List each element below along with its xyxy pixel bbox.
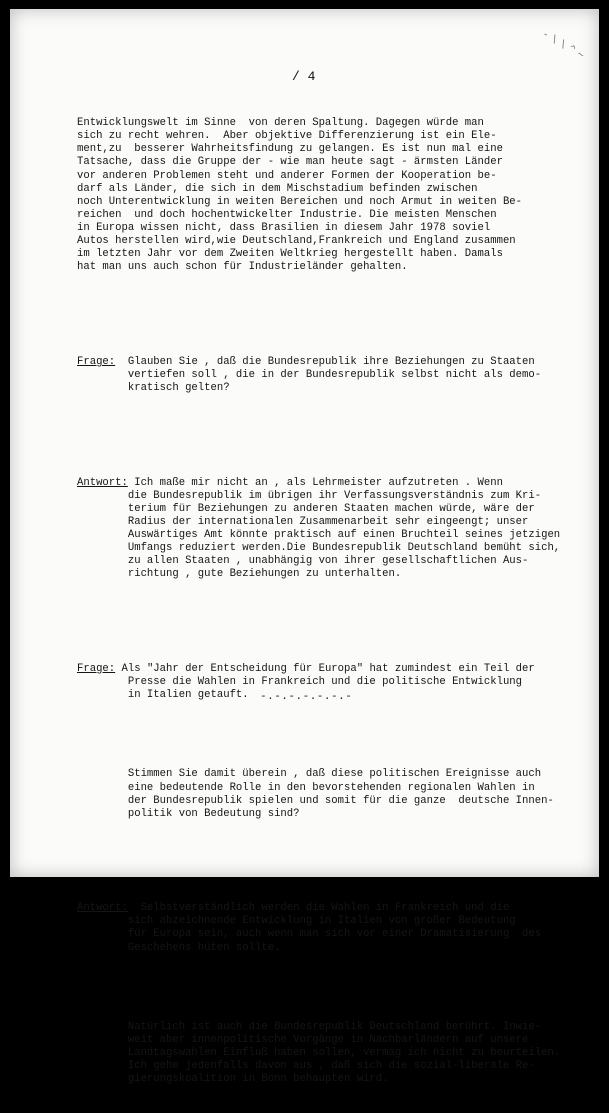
question-text: Als "Jahr der Entscheidung für Europa" hat zumindest ein Teil der Presse die Wahlen in Frankreich und die politische Entwicklung in Italien getauft. [121, 662, 535, 701]
paragraph-intro: Entwicklungswelt im Sinne von deren Spaltung. Dagegen würde man sich zu recht wehren. Aber objektive Differenzierung ist ein Ele- ment,zu besserer Wahrheitsfindung zu gelangen. Es ist nun mal eine Tatsache, dass die Gruppe der - wie man heute sagt - ärmsten Länder vor anderen Problemen steht und anderer Formen der Kooperation be- darf als Länder, die sich in dem Mischstadium befinden zwischen noch Unterentwicklung in weiten Bereichen und noch Armut in weiten Be- reichen und doch hochentwickelter Industrie. Die meisten Menschen in Europa wissen nicht, dass Brasilien in diesem Jahr 1978 soviel Autos herstellen wird,wie Deutschland,Frankreich und England zusammen im letzten Jahr vor dem Zweiten Weltkrieg hergestellt haben. Damals hat man uns auch schon für Industrieländer gehalten. [77, 117, 523, 274]
end-mark: -.-.-.-.-.-.- [260, 691, 353, 703]
answer-2 [77, 902, 597, 954]
answer-2-followup: Natürlich ist auch die Bundesrepublik Deutschland berührt. Inwie- weit aber innenpolitische Vorgänge in Nachbarländern auf unsere Landtagswahlen Einfluß haben sollen, vermag ich nicht zu beurteilen. Ich gehe jedenfalls davon aus , daß sich die sozial-liberale Re- gierungskoalition in Bonn behaupten wird. [127, 1021, 561, 1086]
answer-label: Antwort: [77, 902, 128, 915]
question-text: Glauben Sie , daß die Bundesrepublik ihre Beziehungen zu Staaten vertiefen soll , die in der Bundesrepublik selbst nicht als demo- kratisch gelten? [127, 355, 542, 394]
page-number: / 4 [292, 69, 316, 84]
document-page [10, 9, 599, 1086]
answer-1 [77, 477, 597, 582]
corner-scribble: - \ \ ^ ~ [540, 28, 585, 61]
question-label: Frage: [77, 662, 116, 675]
answer-text: Ich maße mir nicht an , als Lehrmeister aufzutreten . Wenn die Bundesrepublik im übrigen ihr Verfassungsverständnis zum Kri- terium für Beziehungen zu anderen Staaten machen würde, wäre der Radius der internationalen Zusammenarbeit sehr eingeengt; unser Auswärtiges Amt könnte praktisch auf einen Bruchteil seines jetzigen Umfangs reduziert werden.Die Bundesrepublik Deutschland bemüht sich, zu allen Staaten , unabhängig von ihrer gesellschaftlichen Aus- richtung , gute Beziehungen zu unterhalten. [127, 476, 561, 581]
question-2-followup: Stimmen Sie damit überein , daß diese politischen Ereignisse auch eine bedeutende Rolle in den bevorstehenden regionalen Wahlen in der Bundesrepublik spielen und somit für die ganze deutsche Innen- politik von Bedeutung sind? [127, 768, 554, 820]
question-1 [77, 356, 597, 395]
answer-label: Antwort: [77, 476, 128, 489]
question-label: Frage: [77, 355, 116, 368]
document-body [77, 91, 597, 1113]
answer-text: Selbstverständlich werden die Wahlen in Frankreich und die sich abzeichnende Entwicklung in Italien von großer Bedeutung für Europa sein, auch wenn man sich vor einer Dramatisierung des Geschehens hüten sollte. [127, 902, 542, 954]
